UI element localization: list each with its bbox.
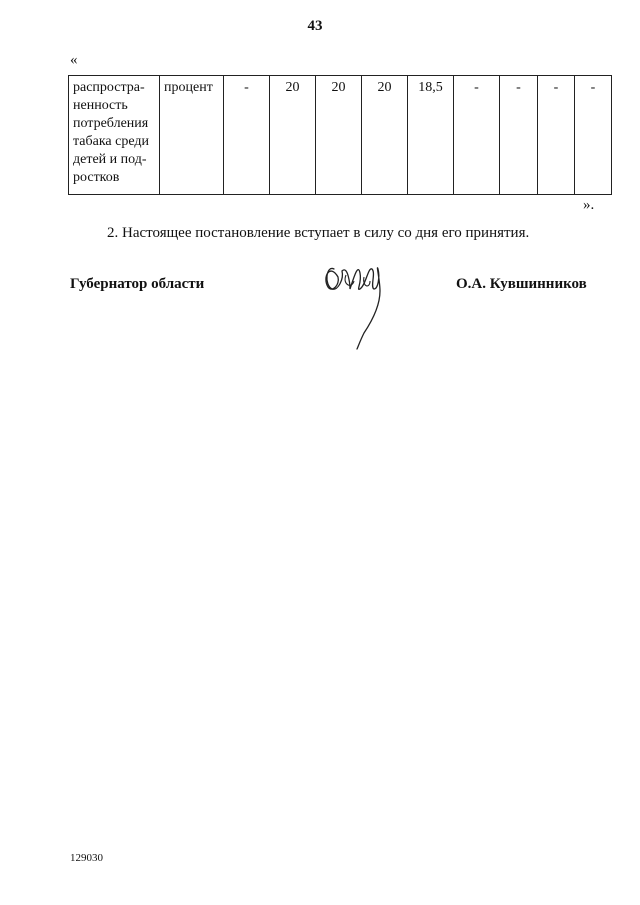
signatory-title: Губернатор области <box>70 276 205 292</box>
value-cell: - <box>575 76 612 195</box>
value-cell: - <box>454 76 500 195</box>
signatory-name: О.А. Кувшинников <box>456 276 587 292</box>
value-cell: - <box>538 76 575 195</box>
value-cell: - <box>500 76 538 195</box>
indicator-line: ненность <box>73 98 128 113</box>
indicator-line: ростков <box>73 170 120 185</box>
effective-date-paragraph: 2. Настоящее постановление вступает в силу со дня его принятия. <box>107 225 530 241</box>
value-cell: - <box>224 76 270 195</box>
handwritten-signature <box>320 255 390 350</box>
indicator-table <box>68 75 612 195</box>
page-number: 43 <box>307 18 323 34</box>
closing-quote: ». <box>583 197 595 213</box>
indicator-line: распростра- <box>73 80 145 95</box>
indicator-line: потребления <box>73 116 149 131</box>
table-row <box>69 76 612 195</box>
opening-quote: « <box>70 52 78 68</box>
value-cell: 20 <box>316 76 362 195</box>
document-code: 129030 <box>70 852 103 864</box>
value-cell: 20 <box>270 76 316 195</box>
indicator-line: табака среди <box>73 134 150 149</box>
value-cell: 20 <box>362 76 408 195</box>
value-cell: 18,5 <box>408 76 454 195</box>
unit-cell: процент <box>160 76 224 195</box>
indicator-line: детей и под- <box>73 152 147 167</box>
indicator-cell <box>69 76 160 195</box>
